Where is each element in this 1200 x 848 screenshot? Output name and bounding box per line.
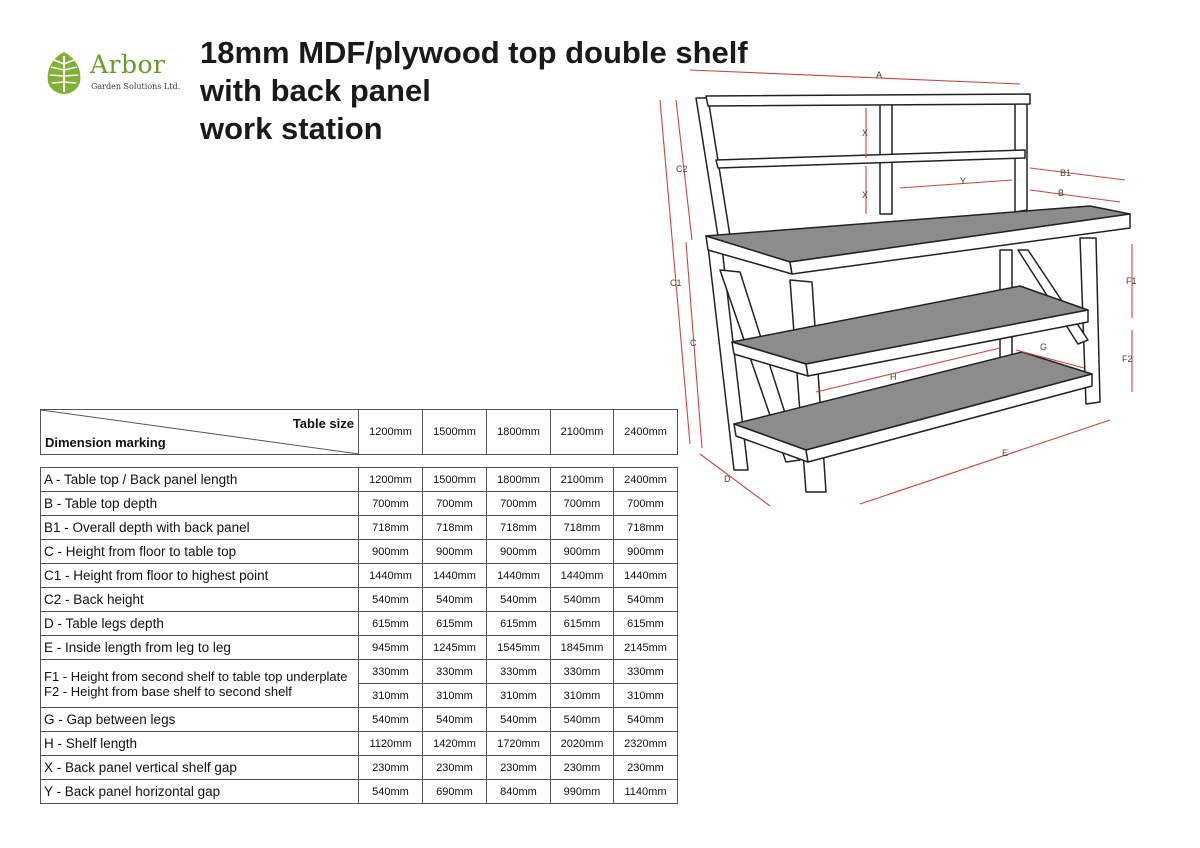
cell-value: 945mm xyxy=(359,636,423,660)
cell-value: 230mm xyxy=(359,756,423,780)
cell-value: 700mm xyxy=(614,492,678,516)
dim-label-g: G xyxy=(1040,342,1048,352)
row-label: B1 - Overall depth with back panel xyxy=(41,516,359,540)
title-line-2: with back panel xyxy=(200,73,431,108)
cell-value: 540mm xyxy=(551,708,614,732)
cell-value: 615mm xyxy=(423,612,487,636)
cell-value: 540mm xyxy=(359,588,423,612)
cell-value: 330mm xyxy=(551,660,614,684)
title-line-1: 18mm MDF/plywood top double shelf xyxy=(200,35,748,70)
cell-value: 615mm xyxy=(359,612,423,636)
dim-label-d: D xyxy=(724,474,731,484)
table-row xyxy=(41,540,678,564)
cell-value: 615mm xyxy=(551,612,614,636)
cell-value: 700mm xyxy=(487,492,551,516)
cell-value: 1800mm xyxy=(487,468,551,492)
cell-value: 1120mm xyxy=(359,732,423,756)
table-row xyxy=(41,516,678,540)
size-col-header: 2400mm xyxy=(614,410,678,455)
cell-value: 1440mm xyxy=(423,564,487,588)
table-row xyxy=(41,636,678,660)
back-rail-top xyxy=(706,94,1030,106)
cell-value: 700mm xyxy=(423,492,487,516)
cell-value: 1200mm xyxy=(359,468,423,492)
row-label: X - Back panel vertical shelf gap xyxy=(41,756,359,780)
cell-value: 2020mm xyxy=(551,732,614,756)
cell-value: 1440mm xyxy=(487,564,551,588)
table-row-f1 xyxy=(41,660,678,684)
dimension-table xyxy=(40,467,678,804)
cell-value: 1845mm xyxy=(551,636,614,660)
cell-value: 310mm xyxy=(614,684,678,708)
cell-value: 1440mm xyxy=(359,564,423,588)
size-col-header: 2100mm xyxy=(551,410,614,455)
cell-value: 718mm xyxy=(614,516,678,540)
cell-value: 330mm xyxy=(423,660,487,684)
dim-label-x-upper: X xyxy=(862,128,869,138)
row-label: D - Table legs depth xyxy=(41,612,359,636)
cell-value: 230mm xyxy=(551,756,614,780)
cell-value: 615mm xyxy=(487,612,551,636)
cell-value: 718mm xyxy=(359,516,423,540)
dimension-marking-label: Dimension marking xyxy=(45,435,166,450)
table-size-label: Table size xyxy=(292,416,354,431)
dim-label-c: C xyxy=(690,338,697,348)
table-row xyxy=(41,588,678,612)
cell-value: 900mm xyxy=(359,540,423,564)
row-label: E - Inside length from leg to leg xyxy=(41,636,359,660)
row-label-f2: F2 - Height from base shelf to second shelf xyxy=(44,683,292,699)
cell-value: 700mm xyxy=(359,492,423,516)
cell-value: 540mm xyxy=(487,588,551,612)
size-col-header: 1200mm xyxy=(359,410,423,455)
cell-value: 310mm xyxy=(423,684,487,708)
table-row xyxy=(41,492,678,516)
cell-value: 718mm xyxy=(551,516,614,540)
cell-value: 900mm xyxy=(614,540,678,564)
row-label: C - Height from floor to table top xyxy=(41,540,359,564)
dim-label-c2: C2 xyxy=(676,164,688,174)
cell-value: 540mm xyxy=(359,780,423,804)
cell-value: 900mm xyxy=(551,540,614,564)
leaf-logo-icon xyxy=(40,48,88,96)
cell-value: 1440mm xyxy=(551,564,614,588)
table-row xyxy=(41,756,678,780)
dim-label-b1: B1 xyxy=(1060,168,1072,178)
cell-value: 700mm xyxy=(551,492,614,516)
row-label: Y - Back panel horizontal gap xyxy=(41,780,359,804)
workbench-diagram xyxy=(650,60,1150,520)
cell-value: 310mm xyxy=(487,684,551,708)
cell-value: 900mm xyxy=(487,540,551,564)
cell-value: 1420mm xyxy=(423,732,487,756)
cell-value: 330mm xyxy=(359,660,423,684)
cell-value: 2400mm xyxy=(614,468,678,492)
cell-value: 1440mm xyxy=(614,564,678,588)
cell-value: 310mm xyxy=(551,684,614,708)
dim-label-h: H xyxy=(890,372,897,382)
row-label: H - Shelf length xyxy=(41,732,359,756)
dim-label-f1: F1 xyxy=(1126,276,1137,286)
cell-value: 310mm xyxy=(359,684,423,708)
cell-value: 1500mm xyxy=(423,468,487,492)
size-col-header: 1800mm xyxy=(487,410,551,455)
cell-value: 2320mm xyxy=(614,732,678,756)
cell-value: 540mm xyxy=(359,708,423,732)
title-line-3: work station xyxy=(200,111,383,146)
cell-value: 900mm xyxy=(423,540,487,564)
cell-value: 230mm xyxy=(487,756,551,780)
table-row xyxy=(41,732,678,756)
dim-label-x-lower: X xyxy=(862,190,869,200)
row-label: A - Table top / Back panel length xyxy=(41,468,359,492)
cell-value: 1720mm xyxy=(487,732,551,756)
cell-value: 230mm xyxy=(614,756,678,780)
size-header-row xyxy=(41,410,678,455)
row-label: C2 - Back height xyxy=(41,588,359,612)
size-header-table xyxy=(40,409,678,455)
cell-value: 2100mm xyxy=(551,468,614,492)
cell-value: 718mm xyxy=(423,516,487,540)
cell-value: 615mm xyxy=(614,612,678,636)
cell-value: 2145mm xyxy=(614,636,678,660)
cell-value: 330mm xyxy=(614,660,678,684)
dim-label-y: Y xyxy=(960,176,967,186)
dim-label-c1: C1 xyxy=(670,278,682,288)
cell-value: 1140mm xyxy=(614,780,678,804)
cell-value: 540mm xyxy=(551,588,614,612)
cell-value: 840mm xyxy=(487,780,551,804)
cell-value: 1545mm xyxy=(487,636,551,660)
row-label: B - Table top depth xyxy=(41,492,359,516)
cell-value: 540mm xyxy=(423,588,487,612)
dim-label-f2: F2 xyxy=(1122,354,1133,364)
cell-value: 990mm xyxy=(551,780,614,804)
table-row xyxy=(41,780,678,804)
row-label-f1: F1 - Height from second shelf to table top underplate xyxy=(44,668,348,684)
dim-label-a: A xyxy=(876,70,883,80)
row-label: G - Gap between legs xyxy=(41,708,359,732)
size-col-header: 1500mm xyxy=(423,410,487,455)
table-row xyxy=(41,708,678,732)
table-row xyxy=(41,468,678,492)
cell-value: 1245mm xyxy=(423,636,487,660)
row-label-f1-f2 xyxy=(41,660,359,708)
cell-value: 330mm xyxy=(487,660,551,684)
table-row xyxy=(41,612,678,636)
dim-label-e: E xyxy=(1002,448,1009,458)
cell-value: 230mm xyxy=(423,756,487,780)
table-corner-cell xyxy=(41,410,359,455)
logo-name: Arbor xyxy=(90,50,166,79)
cell-value: 540mm xyxy=(614,708,678,732)
arbor-logo xyxy=(40,48,190,100)
dim-label-b: B xyxy=(1058,188,1065,198)
cell-value: 540mm xyxy=(614,588,678,612)
cell-value: 540mm xyxy=(487,708,551,732)
table-row xyxy=(41,564,678,588)
cell-value: 540mm xyxy=(423,708,487,732)
back-rail-middle xyxy=(716,150,1025,168)
cell-value: 718mm xyxy=(487,516,551,540)
logo-subtitle: Garden Solutions Ltd. xyxy=(91,82,181,91)
row-label: C1 - Height from floor to highest point xyxy=(41,564,359,588)
cell-value: 690mm xyxy=(423,780,487,804)
